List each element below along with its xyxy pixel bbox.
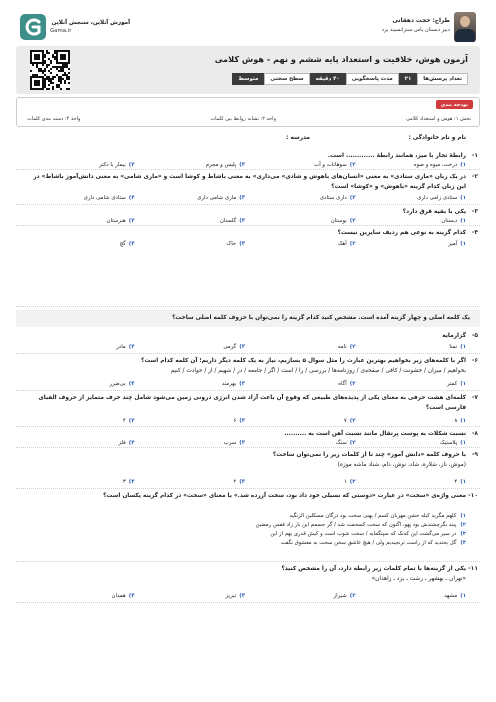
option-label: پلیس و مجرم bbox=[205, 162, 237, 168]
question-text bbox=[24, 173, 466, 192]
question-number: ۹- bbox=[471, 451, 478, 458]
question-text bbox=[24, 357, 466, 376]
question-text bbox=[24, 565, 466, 584]
question-number: ۲- bbox=[471, 173, 478, 180]
question-subtext: بخواهیم / میزان / خشونت / کافی / صفحه‌ی / روزنامه‌ها / بررسی / را / است / اگر / جامعه / در / شهیم / از / حوادث / کنیم bbox=[170, 367, 466, 374]
option-1[interactable] bbox=[356, 195, 467, 201]
budget-section bbox=[16, 97, 480, 127]
option-number: ۳) bbox=[460, 531, 466, 537]
options-list bbox=[24, 512, 466, 548]
option-number: ۴) bbox=[128, 195, 135, 201]
question-text bbox=[24, 332, 466, 342]
question-6 bbox=[16, 355, 480, 391]
options-row bbox=[24, 440, 466, 446]
option-1[interactable] bbox=[356, 381, 467, 387]
option-label: داری ستادی bbox=[319, 195, 347, 201]
option-2[interactable] bbox=[245, 162, 356, 168]
option-number: ۴) bbox=[460, 540, 466, 546]
question-stem: رابطهٔ تجار با میز، همانند رابطهٔ ............. است. bbox=[327, 153, 466, 159]
option-number: ۳) bbox=[239, 479, 245, 485]
question-11 bbox=[16, 563, 480, 603]
option-number: ۳) bbox=[239, 593, 245, 599]
option-number: ۱) bbox=[460, 479, 466, 485]
option-3[interactable] bbox=[135, 593, 246, 599]
question-5 bbox=[16, 330, 480, 354]
option-label: همدان bbox=[111, 593, 126, 599]
option-label: ۸ bbox=[454, 418, 458, 424]
option-1[interactable] bbox=[356, 344, 467, 350]
pill-time-label: مدت پاسخگویی bbox=[346, 73, 399, 85]
pill-time-value: ۴۰ دقیقه bbox=[310, 73, 346, 85]
option-label: بی‌ضرر bbox=[109, 381, 126, 387]
designer-school: دبیر دبستان یاس سنزانسیبد یزد bbox=[381, 27, 450, 33]
question-number: ۷- bbox=[471, 394, 478, 401]
pill-questions-value: ۲۱ bbox=[399, 73, 418, 85]
question-10 bbox=[16, 490, 480, 562]
option-3[interactable] bbox=[135, 195, 246, 201]
option-number: ۱) bbox=[460, 241, 466, 247]
option-1[interactable] bbox=[356, 418, 467, 424]
option-number: ۴) bbox=[128, 593, 135, 599]
option-label: ۷ bbox=[343, 418, 347, 424]
option-4[interactable] bbox=[24, 479, 135, 485]
option-label: بهرمند bbox=[221, 381, 237, 387]
designer-name: طراح: حجت دهقانی bbox=[392, 18, 450, 24]
option-number: ۱) bbox=[460, 195, 466, 201]
school-name-label[interactable]: مدرسه : bbox=[286, 135, 310, 141]
option-number: ۲) bbox=[349, 162, 356, 168]
question-4 bbox=[16, 227, 480, 307]
option-label: درخت، میوه و صوه bbox=[413, 162, 458, 168]
question-3 bbox=[16, 206, 480, 226]
option-2[interactable] bbox=[245, 381, 356, 387]
option-number: ۳) bbox=[239, 162, 245, 168]
option-label: آمیر bbox=[448, 241, 458, 247]
student-name-label[interactable]: نام و نام خانوادگی : bbox=[408, 135, 466, 141]
option-number: ۴) bbox=[128, 344, 135, 350]
option-number: ۲) bbox=[349, 381, 356, 387]
option-1[interactable] bbox=[356, 440, 467, 446]
exam-info-pills bbox=[232, 73, 468, 85]
option-number: ۲) bbox=[349, 218, 356, 224]
exam-banner bbox=[16, 46, 480, 94]
option-number: ۱) bbox=[460, 218, 466, 224]
option-3[interactable] bbox=[135, 241, 246, 247]
option-number: ۴) bbox=[128, 218, 135, 224]
question-stem: در یک زبان «ماری ستادی» به معنی «انسان‌های باهوش و شادی» می‌داری» به معنی باشاط و کوشا است و «ماری شامی» به معنی دانش‌آموز باشاط» در این زبان کدام گزینه «باهوش» و «کوشا» است؟ bbox=[33, 174, 466, 190]
option-label: کلهم مگرید کیله خشن مهربان کسم / پهنی سخت بود درگان مسکلین الزنگید bbox=[289, 513, 457, 519]
option-label: فلز bbox=[118, 440, 126, 446]
section-tag: بودجه بندی bbox=[436, 100, 473, 109]
option-3[interactable] bbox=[135, 344, 246, 350]
option-label: کمتر bbox=[446, 381, 458, 387]
question-stem: کلمه‌ای هشت حرفی به معنای یکی از پدیده‌های طبیعی که وقوع آن باعث آزاد شدن انرژی درونی زمین می‌شود شامل چند حرف متمایز از حروف الفبای فارسی است؟ bbox=[38, 395, 466, 411]
question-number: ۱۱- bbox=[468, 565, 478, 572]
question-text bbox=[24, 492, 466, 502]
option-4[interactable] bbox=[24, 418, 135, 424]
option-number: ۳) bbox=[239, 218, 245, 224]
option-number: ۱) bbox=[460, 593, 466, 599]
option-1[interactable] bbox=[356, 162, 467, 168]
option-label: ۴ bbox=[122, 418, 126, 424]
question-number: ۵- bbox=[471, 332, 478, 339]
options-row bbox=[24, 479, 466, 485]
option-2[interactable] bbox=[245, 593, 356, 599]
question-stem: نسبت شکلات به پوست پرتقال مانند نسبت آهن است به .......... bbox=[284, 431, 466, 437]
options-row bbox=[24, 418, 466, 424]
designer-avatar bbox=[454, 12, 476, 42]
option-number: ۳) bbox=[239, 418, 245, 424]
option-1[interactable] bbox=[24, 512, 466, 521]
question-text bbox=[24, 430, 466, 440]
brand-domain[interactable]: Gama.ir bbox=[50, 28, 72, 34]
option-label: در سیر می‌گشت این که‌نک که سپنگمایه / سخت شوب است و کیش قدری بهم از این bbox=[270, 531, 457, 537]
option-label: شیراز bbox=[333, 593, 347, 599]
options-row bbox=[24, 241, 466, 247]
question-1 bbox=[16, 150, 480, 170]
question-text bbox=[24, 152, 466, 162]
option-label: نمنا bbox=[449, 344, 458, 350]
question-stem: یکی با بقیه فرق دارد؟ bbox=[402, 209, 466, 215]
option-1[interactable] bbox=[356, 241, 467, 247]
options-row bbox=[24, 218, 466, 224]
option-label: نامه bbox=[337, 344, 347, 350]
option-number: ۲) bbox=[349, 241, 356, 247]
option-label: ستادی شامی داری bbox=[83, 195, 126, 201]
question-subtext: «تهران ـ بهشهر ـ رشت ـ یزد ـ زاهدان» bbox=[371, 575, 466, 582]
exam-title: آزمون هوش، خلاقیت و استعداد پایه ششم و نهم - هوش کلامی bbox=[214, 54, 468, 64]
question-number: ۳- bbox=[471, 208, 478, 215]
option-4[interactable] bbox=[24, 195, 135, 201]
option-label: بوستان bbox=[330, 218, 347, 224]
option-4[interactable] bbox=[24, 241, 135, 247]
student-info-row bbox=[16, 131, 480, 145]
question-number: ۶- bbox=[471, 357, 478, 364]
question-stem: با حروف کلمه «دانش آموز» چند تا از کلمات زیر را نمی‌توان ساخت؟ bbox=[272, 452, 466, 458]
option-4[interactable] bbox=[24, 344, 135, 350]
pill-difficulty-value: متوسط bbox=[232, 73, 264, 85]
option-2[interactable] bbox=[24, 521, 466, 530]
option-number: ۴) bbox=[128, 479, 135, 485]
brand-block bbox=[50, 20, 130, 34]
option-number: ۲) bbox=[349, 418, 356, 424]
option-label: گلستان bbox=[219, 218, 237, 224]
option-number: ۴) bbox=[128, 418, 135, 424]
option-label: تبریز bbox=[225, 593, 237, 599]
question-stem: اگر با کلمه‌های زیر بخواهیم بهترین عبارت را مثل سوال ۵ بسازیم، نیاز به یک کلمه دیگر داریم؛ آن کلمه کدام است؟ bbox=[141, 358, 466, 364]
options-row bbox=[24, 593, 466, 599]
option-3[interactable] bbox=[135, 381, 246, 387]
question-7 bbox=[16, 392, 480, 427]
option-3[interactable] bbox=[135, 162, 246, 168]
qr-code-icon bbox=[30, 50, 70, 90]
option-label: بیمار با دکتر bbox=[99, 162, 126, 168]
question-text bbox=[24, 208, 466, 218]
option-label: پلاستیک bbox=[439, 440, 458, 446]
option-3[interactable] bbox=[135, 479, 246, 485]
option-1[interactable] bbox=[356, 593, 467, 599]
pill-questions-label: تعداد پرسش‌ها bbox=[417, 73, 468, 85]
option-label: ۲ bbox=[233, 479, 237, 485]
option-number: ۲) bbox=[349, 440, 356, 446]
question-stem: یکی از گزینه‌ها با تمام کلمات زیر رابطه دارد، آن را مشخص کنید؟ bbox=[281, 566, 466, 572]
option-label: ۴ bbox=[454, 479, 458, 485]
question-subtext: (موش، ناز، شلاره، شاد، نوش، دام، شناد ماشه موزه) bbox=[337, 461, 466, 468]
option-4[interactable] bbox=[24, 440, 135, 446]
brand-tagline: آموزش آنلاین، سنجش آنلاین bbox=[51, 20, 130, 26]
option-2[interactable] bbox=[245, 195, 356, 201]
option-number: ۲) bbox=[349, 344, 356, 350]
question-text bbox=[24, 229, 466, 239]
options-row bbox=[24, 381, 466, 387]
option-number: ۳) bbox=[239, 344, 245, 350]
option-number: ۳) bbox=[239, 381, 245, 387]
option-3[interactable] bbox=[135, 218, 246, 224]
option-3[interactable] bbox=[135, 418, 246, 424]
option-number: ۴) bbox=[128, 440, 135, 446]
question-9 bbox=[16, 449, 480, 489]
question-number: ۱- bbox=[471, 152, 478, 159]
designer-block bbox=[382, 18, 450, 33]
option-label: سنگ bbox=[335, 440, 347, 446]
section-unit: واحد ۴: دسته بندی کلمات bbox=[27, 116, 81, 122]
pill-difficulty-label: سطح سختی bbox=[264, 73, 309, 85]
option-number: ۲) bbox=[349, 593, 356, 599]
option-number: ۱) bbox=[460, 418, 466, 424]
option-number: ۱) bbox=[460, 513, 466, 519]
section-unit: بخش ۱: هوش و استعداد کلامی bbox=[405, 116, 471, 122]
option-label: ۱ bbox=[343, 479, 347, 485]
option-number: ۳) bbox=[239, 440, 245, 446]
option-3[interactable] bbox=[135, 440, 246, 446]
section-unit: واحد ۲: تشابه روابط بین کلمات bbox=[210, 116, 276, 122]
option-label: دبستان bbox=[441, 218, 458, 224]
question-stem: کدام گزینه به نوعی هم ردیف سایرین نیست؟ bbox=[337, 230, 466, 236]
option-label: سوهانات و آب bbox=[314, 162, 347, 168]
option-label: هنرستان bbox=[106, 218, 126, 224]
option-number: ۳) bbox=[239, 195, 245, 201]
option-number: ۲) bbox=[349, 479, 356, 485]
option-4[interactable] bbox=[24, 162, 135, 168]
options-row bbox=[24, 162, 466, 168]
option-number: ۱) bbox=[460, 440, 466, 446]
option-4[interactable] bbox=[24, 381, 135, 387]
option-label: خاک bbox=[226, 241, 237, 247]
question-8 bbox=[16, 428, 480, 448]
question-number: ۴- bbox=[471, 229, 478, 236]
option-label: گرمی bbox=[223, 344, 237, 350]
option-number: ۱) bbox=[460, 344, 466, 350]
option-2[interactable] bbox=[245, 418, 356, 424]
question-stem: گزارمایه bbox=[442, 333, 466, 339]
question-number: ۸- bbox=[471, 430, 478, 437]
option-label: مادر bbox=[116, 344, 126, 350]
option-label: پیند بگرچشندش بود پهو، اگنون که سخت کسحمت شد / گر جسمم این بار زاد قفس رمضین bbox=[255, 522, 457, 528]
option-4[interactable] bbox=[24, 593, 135, 599]
instruction-note: یک کلمه اصلی و چهار گزینه آمده است. مشخص کنید کدام گزینه را نمی‌توان با حروف کلمه اصلی ساخت؟ bbox=[16, 310, 480, 327]
option-label: ستادی زامی داری bbox=[417, 195, 458, 201]
option-number: ۳) bbox=[239, 241, 245, 247]
section-units bbox=[27, 116, 471, 122]
option-1[interactable] bbox=[356, 218, 467, 224]
options-row bbox=[24, 195, 466, 201]
question-text bbox=[24, 394, 466, 413]
option-number: ۲) bbox=[349, 195, 356, 201]
option-number: ۴) bbox=[128, 162, 135, 168]
option-2[interactable] bbox=[245, 218, 356, 224]
option-label: گل بخندید که از راست ترنجیدیم ولی / هیچ عاشق سخن سخت به معشوق نگفت bbox=[280, 540, 457, 546]
option-2[interactable] bbox=[245, 440, 356, 446]
option-label: مشهد bbox=[444, 593, 458, 599]
option-label: ۳ bbox=[122, 479, 126, 485]
option-number: ۴) bbox=[128, 241, 135, 247]
option-number: ۴) bbox=[128, 381, 135, 387]
question-number: ۱۰- bbox=[468, 492, 478, 499]
option-4[interactable] bbox=[24, 218, 135, 224]
option-label: سرب bbox=[223, 440, 237, 446]
option-number: ۱) bbox=[460, 381, 466, 387]
option-label: آهک bbox=[337, 241, 347, 247]
gama-logo-icon bbox=[20, 14, 46, 40]
option-label: گچ bbox=[119, 241, 126, 247]
option-4[interactable] bbox=[24, 539, 466, 548]
question-stem: معنی واژه‌ی «سخت» در عبارت «دوستی که نسیلی خود داد بود، سخت آزرده شد.» با معنای «سخت» در کدام گزینه یکسان است؟ bbox=[103, 493, 466, 499]
page-header bbox=[16, 12, 480, 46]
option-number: ۱) bbox=[460, 162, 466, 168]
option-label: ۶ bbox=[233, 418, 237, 424]
option-label: ماری شامی داری bbox=[197, 195, 237, 201]
option-number: ۲) bbox=[460, 522, 466, 528]
option-label: آگاه bbox=[338, 381, 347, 387]
option-1[interactable] bbox=[356, 479, 467, 485]
option-2[interactable] bbox=[245, 344, 356, 350]
option-2[interactable] bbox=[245, 479, 356, 485]
option-2[interactable] bbox=[245, 241, 356, 247]
question-2 bbox=[16, 171, 480, 205]
option-3[interactable] bbox=[24, 530, 466, 539]
options-row bbox=[24, 344, 466, 350]
question-text bbox=[24, 451, 466, 470]
